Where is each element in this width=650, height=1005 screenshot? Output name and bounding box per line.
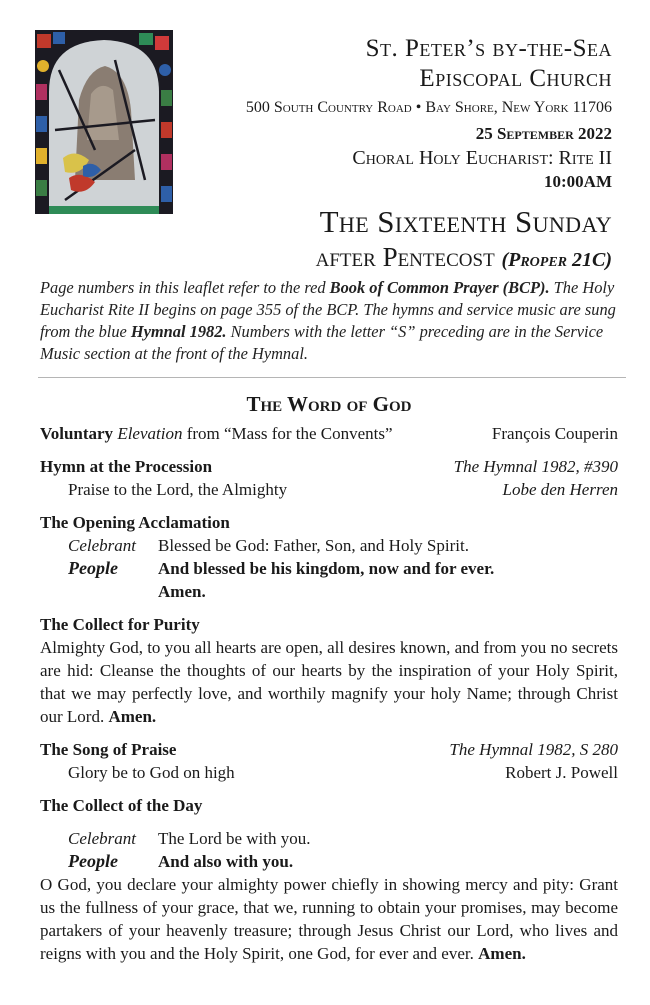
collect-day-amen: Amen.	[478, 944, 526, 963]
intro-part1: Page numbers in this leaflet refer to the red	[40, 278, 330, 297]
procession-hymn-row	[40, 478, 618, 501]
celebrant-text: Blessed be God: Father, Son, and Holy Spirit.	[158, 536, 469, 555]
collect-day-body: O God, you declare your almighty power chiefly in showing mercy and pity: Grant us the fullness of your grace, that we, running to obtain your promises, may become partakers of your heavenly treasure; through Jesus Christ our Lord, who lives and reigns with you and the Holy Spirit, one God, for ever and ever.	[40, 875, 618, 963]
church-name-line1: St. Peter’s by-the-Sea	[365, 35, 612, 62]
section-divider	[38, 377, 626, 378]
purity-amen: Amen.	[108, 707, 157, 726]
people-amen: Amen.	[158, 582, 206, 601]
voluntary-row	[40, 422, 618, 445]
procession-hymn: Praise to the Lord, the Almighty	[68, 480, 288, 499]
collect-celebrant-text: The Lord be with you.	[158, 829, 311, 848]
voluntary-left	[40, 422, 393, 445]
proper-label: (Proper 21C)	[501, 249, 612, 271]
people-role: People	[68, 558, 118, 578]
celebrant-role: Celebrant	[68, 536, 136, 555]
purity-heading-row	[40, 613, 618, 636]
purity-body: Almighty God, to you all hearts are open, all desires known, and from you no secrets are hid: Cleanse the thoughts of our hearts by the inspiration of your Holy Spirit, that we may perfectly love, and worthily magnify your holy Name; through Christ our Lord.	[40, 638, 618, 726]
praise-title-row	[40, 761, 618, 784]
procession-reference: The Hymnal 1982, #390	[453, 457, 618, 476]
praise-row	[40, 738, 618, 761]
praise-composer: Robert J. Powell	[505, 763, 618, 782]
service-name: Choral Holy Eucharist: Rite II	[352, 147, 612, 169]
collect-day-celebrant	[40, 827, 618, 850]
church-name-line2: Episcopal Church	[419, 65, 612, 92]
voluntary-composer: François Couperin	[491, 424, 618, 443]
intro-part2: The Holy Eucharist Rite II begins on page 355 of the BCP. The hymns and service music are sung from the blue	[40, 278, 616, 341]
collect-day-heading-row	[40, 794, 618, 817]
procession-label: Hymn at the Procession	[40, 457, 213, 476]
acclamation-celebrant	[40, 534, 618, 557]
intro-hymnal: Hymnal 1982.	[130, 322, 227, 341]
stained-glass-window-image	[35, 30, 173, 214]
sunday-title-line1: The Sixteenth Sunday	[319, 204, 612, 239]
collect-day-people	[40, 850, 618, 873]
acclamation-heading-row	[40, 511, 618, 534]
purity-label: The Collect for Purity	[40, 615, 200, 634]
collect-people-role: People	[68, 851, 118, 871]
section-title: The Word of God	[246, 392, 412, 416]
voluntary-label: Voluntary	[40, 424, 114, 443]
acclamation-people-amen	[40, 580, 618, 603]
praise-reference: The Hymnal 1982, S 280	[449, 740, 618, 759]
procession-row	[40, 455, 618, 478]
sunday-title-line2	[316, 241, 612, 276]
liturgical-day-title	[316, 203, 612, 276]
purity-text	[40, 636, 618, 728]
acclamation-label: The Opening Acclamation	[40, 513, 230, 532]
word-of-god-section	[40, 390, 618, 965]
procession-tune: Lobe den Herren	[502, 480, 618, 499]
church-address: 500 South Country Road • Bay Shore, New York 11706	[245, 99, 612, 116]
voluntary-from: from “Mass for the Convents”	[182, 424, 393, 443]
collect-day-label: The Collect of the Day	[40, 796, 203, 815]
people-text: And blessed be his kingdom, now and for ever.	[158, 559, 495, 578]
praise-title: Glory be to God on high	[68, 763, 235, 782]
intro-part3: Numbers with the letter “S” preceding are in the Service Music section at the front of the Hymnal.	[40, 322, 604, 363]
intro-bcp: Book of Common Prayer (BCP).	[329, 278, 550, 297]
acclamation-people	[40, 557, 618, 580]
intro-note	[40, 277, 620, 365]
voluntary-piece: Elevation	[117, 424, 183, 443]
sunday-title-line2-text: after Pentecost	[315, 242, 495, 272]
church-header	[246, 34, 612, 193]
service-date: 25 September 2022	[475, 124, 612, 143]
praise-label: The Song of Praise	[40, 740, 177, 759]
collect-people-text: And also with you.	[158, 852, 294, 871]
collect-day-text	[40, 873, 618, 965]
collect-celebrant-role: Celebrant	[68, 829, 136, 848]
service-time: 10:00AM	[544, 172, 612, 191]
